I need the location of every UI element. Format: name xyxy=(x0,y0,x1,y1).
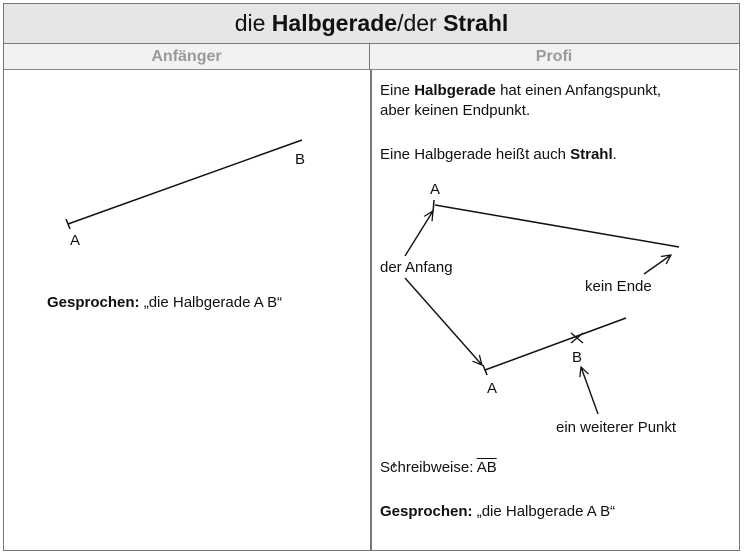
definition-line-1: Eine Halbgerade hat einen Anfangspunkt, xyxy=(380,82,662,99)
definition-line-2: aber keinen Endpunkt. xyxy=(380,102,531,119)
bottom-point-a: A xyxy=(487,380,498,397)
start-label: der Anfang xyxy=(380,259,453,276)
left-ray xyxy=(68,140,302,224)
left-point-b: B xyxy=(295,151,306,168)
arrow-to-bottom-start xyxy=(405,278,482,365)
right-spoken-label: Gesprochen: xyxy=(380,503,473,520)
top-ray xyxy=(435,205,679,247)
arrow-to-point-b xyxy=(581,367,598,414)
left-spoken-text: „die Halbgerade A B“ xyxy=(143,294,283,311)
bottom-ray xyxy=(485,318,626,370)
diagram-canvas xyxy=(4,4,741,552)
left-point-a: A xyxy=(70,232,81,249)
column-header-pro: Profi xyxy=(370,44,738,70)
no-end-label: kein Ende xyxy=(585,278,652,295)
bottom-point-b: B xyxy=(572,349,583,366)
title-term-strahl: Strahl xyxy=(443,10,509,36)
top-ray-start-tick xyxy=(433,200,434,212)
alias-sentence: Eine Halbgerade heißt auch Strahl. xyxy=(380,146,617,163)
arrow-to-top-end xyxy=(644,255,671,274)
notation-value: $\overline{AB}$ xyxy=(476,459,497,476)
info-card xyxy=(3,3,740,551)
top-point-a: A xyxy=(430,181,441,198)
another-point-label: ein weiterer Punkt xyxy=(556,419,677,436)
arrow-to-top-start xyxy=(405,211,433,256)
alias-term: Strahl xyxy=(570,146,613,163)
notation-label: Schreibweise: xyxy=(380,459,477,476)
column-header-beginner: Anfänger xyxy=(4,44,370,70)
definition-term: Halbgerade xyxy=(414,82,496,99)
page-title: die Halbgerade/der Strahl xyxy=(4,4,739,44)
title-term-halbgerade: Halbgerade xyxy=(271,10,398,36)
left-spoken-label: Gesprochen: xyxy=(47,294,140,311)
right-spoken-text: „die Halbgerade A B“ xyxy=(476,503,616,520)
